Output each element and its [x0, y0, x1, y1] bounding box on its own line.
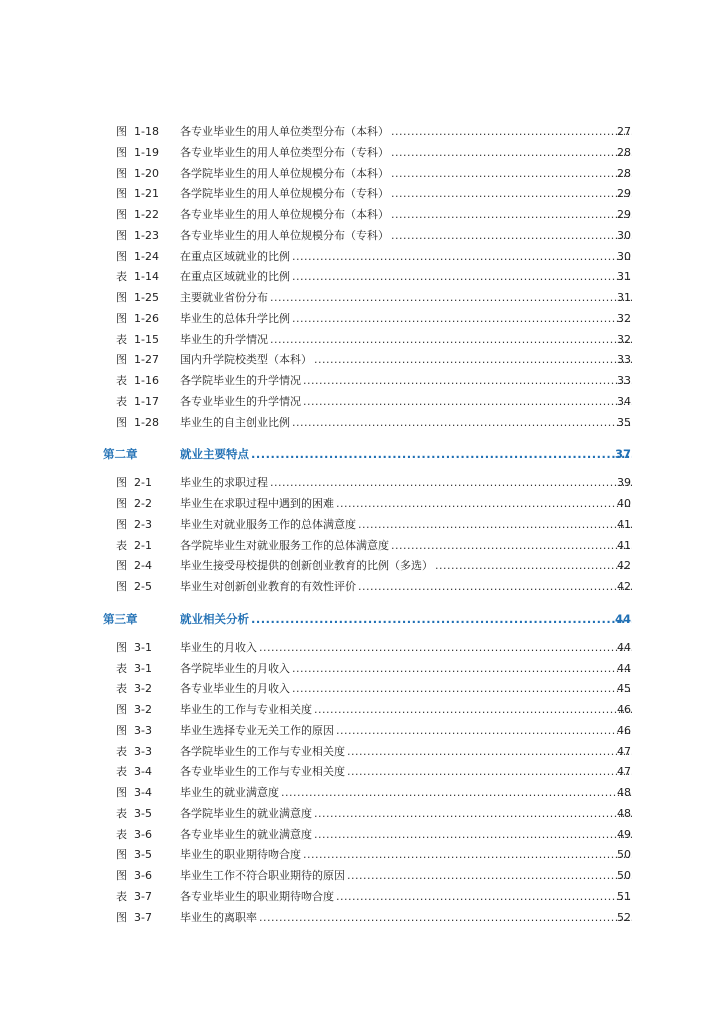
entry-title: 各学院毕业生的用人单位规模分布（专科）: [180, 187, 389, 201]
dot-leader: [270, 473, 632, 494]
chapter-heading[interactable]: [0, 608, 724, 630]
entry-title: 各专业毕业生的用人单位类型分布（本科）: [180, 125, 389, 138]
entry-kind: 图: [116, 228, 127, 242]
entry-title: 毕业生的求职过程: [180, 476, 268, 490]
entry-page-number: 32: [617, 311, 631, 325]
entry-kind: 图: [116, 208, 127, 221]
entry-title: 各专业毕业生的升学情况: [180, 394, 301, 408]
table-of-contents: [0, 122, 724, 928]
entry-kind: 表: [116, 744, 127, 758]
toc-entry[interactable]: [0, 494, 724, 515]
chapter-title: 就业相关分析: [180, 611, 249, 626]
entry-number: 3-3: [134, 723, 152, 737]
dot-leader: [336, 887, 632, 908]
entry-kind: 表: [116, 806, 127, 820]
chapter-heading[interactable]: [0, 443, 724, 465]
entry-leader: [180, 577, 632, 598]
entry-title: 各专业毕业生的用人单位类型分布（专科）: [180, 145, 389, 159]
toc-entry[interactable]: [0, 247, 724, 268]
toc-entry[interactable]: [0, 413, 724, 434]
toc-entry[interactable]: [0, 721, 724, 742]
entry-page-number: 31: [617, 270, 631, 284]
toc-entry[interactable]: [0, 267, 724, 288]
entry-leader: [180, 371, 632, 392]
entry-number: 1-20: [134, 166, 159, 180]
dot-leader: [292, 267, 632, 288]
entry-leader: [180, 825, 632, 846]
toc-entry[interactable]: [0, 908, 724, 929]
entry-page-number: 30: [617, 228, 631, 242]
entry-kind: 表: [116, 661, 127, 675]
dot-leader: [358, 515, 632, 536]
entry-leader: [180, 288, 632, 309]
dot-leader: [259, 638, 632, 659]
entry-title: 各学院毕业生对就业服务工作的总体满意度: [180, 538, 389, 552]
entry-page-number: 29: [617, 208, 631, 221]
entry-number: 2-4: [134, 559, 152, 573]
toc-entry[interactable]: [0, 164, 724, 185]
entry-title: 国内升学院校类型（本科）: [180, 353, 312, 367]
entry-page-number: 30: [617, 249, 631, 263]
toc-entry[interactable]: [0, 122, 724, 143]
entry-page-number: 32: [617, 332, 631, 346]
entry-page-number: 41: [617, 538, 631, 552]
entry-kind: 表: [116, 682, 127, 696]
dot-leader: [391, 122, 632, 143]
entry-leader: [180, 804, 632, 825]
dot-leader: [292, 679, 632, 700]
entry-number: 2-1: [134, 538, 152, 552]
toc-entry[interactable]: [0, 825, 724, 846]
dot-leader: [270, 330, 632, 351]
toc-entry[interactable]: [0, 700, 724, 721]
entry-kind: 表: [116, 270, 127, 284]
chapter-leader: [180, 443, 632, 465]
entry-number: 1-18: [134, 125, 159, 138]
toc-entry[interactable]: [0, 473, 724, 494]
entry-leader: [180, 267, 632, 288]
toc-entry[interactable]: [0, 184, 724, 205]
entry-number: 3-4: [134, 765, 152, 779]
toc-entry[interactable]: [0, 556, 724, 577]
entry-leader: [180, 638, 632, 659]
entry-page-number: 29: [617, 187, 631, 201]
toc-entry[interactable]: [0, 205, 724, 226]
dot-leader: [303, 845, 632, 866]
entry-number: 3-5: [134, 806, 152, 820]
entry-title: 毕业生工作不符合职业期待的原因: [180, 869, 345, 882]
entry-number: 1-22: [134, 208, 159, 221]
entry-kind: 图: [116, 415, 127, 429]
entry-number: 3-7: [134, 910, 152, 924]
dot-leader: [303, 371, 632, 392]
dot-leader: [270, 288, 632, 309]
entry-title: 毕业生的自主创业比例: [180, 415, 290, 429]
entry-kind: 图: [116, 353, 127, 367]
toc-entry[interactable]: [0, 330, 724, 351]
entry-page-number: 49: [617, 827, 631, 841]
dot-leader: [259, 908, 632, 929]
dot-leader: [347, 742, 632, 763]
dot-leader: [391, 143, 632, 164]
entry-page-number: 44: [617, 661, 631, 675]
dot-leader: [251, 443, 632, 465]
entry-kind: 图: [116, 580, 127, 593]
entry-number: 1-14: [134, 270, 159, 284]
entry-number: 3-2: [134, 682, 152, 696]
entry-title: 在重点区域就业的比例: [180, 249, 290, 263]
entry-number: 1-16: [134, 374, 159, 387]
toc-entry[interactable]: [0, 679, 724, 700]
entry-kind: 图: [116, 476, 127, 490]
dot-leader: [391, 205, 632, 226]
entry-number: 1-26: [134, 311, 159, 325]
entry-leader: [180, 908, 632, 929]
dot-leader: [347, 866, 632, 887]
entry-number: 3-3: [134, 744, 152, 758]
entry-page-number: 27: [617, 125, 631, 138]
entry-kind: 表: [116, 827, 127, 841]
dot-leader: [391, 226, 632, 247]
entry-kind: 表: [116, 374, 127, 387]
dot-leader: [435, 556, 632, 577]
entry-title: 毕业生的职业期待吻合度: [180, 848, 301, 862]
entry-title: 各学院毕业生的月收入: [180, 661, 290, 675]
entry-title: 各学院毕业生的工作与专业相关度: [180, 744, 345, 758]
entry-kind: 图: [116, 640, 127, 654]
entry-page-number: 52: [617, 910, 631, 924]
toc-entry[interactable]: [0, 783, 724, 804]
entry-title: 在重点区域就业的比例: [180, 270, 290, 284]
entry-title: 毕业生对创新创业教育的有效性评价: [180, 580, 356, 593]
entry-kind: 图: [116, 187, 127, 201]
entry-number: 1-15: [134, 332, 159, 346]
dot-leader: [314, 825, 632, 846]
entry-title: 主要就业省份分布: [180, 291, 268, 304]
entry-title: 各专业毕业生的月收入: [180, 682, 290, 696]
entry-page-number: 28: [617, 166, 631, 180]
entry-page-number: 39: [617, 476, 631, 490]
toc-entry[interactable]: [0, 288, 724, 309]
entry-page-number: 35: [617, 415, 631, 429]
entry-kind: 图: [116, 291, 127, 304]
entry-page-number: 42: [617, 559, 631, 573]
entry-title: 各专业毕业生的职业期待吻合度: [180, 889, 334, 903]
entry-number: 1-28: [134, 415, 159, 429]
entry-kind: 图: [116, 869, 127, 882]
entry-title: 各学院毕业生的升学情况: [180, 374, 301, 387]
entry-title: 毕业生选择专业无关工作的原因: [180, 723, 334, 737]
entry-page-number: 44: [617, 640, 631, 654]
entry-page-number: 50: [617, 848, 631, 862]
entry-number: 2-2: [134, 497, 152, 510]
entry-leader: [180, 473, 632, 494]
entry-page-number: 42: [617, 580, 631, 593]
dot-leader: [336, 494, 632, 515]
entry-number: 3-1: [134, 661, 152, 675]
entry-kind: 图: [116, 497, 127, 510]
chapter-page-number: 44: [614, 611, 631, 626]
entry-title: 毕业生的月收入: [180, 640, 257, 654]
entry-leader: [180, 164, 632, 185]
toc-entry[interactable]: [0, 742, 724, 763]
toc-entry[interactable]: [0, 536, 724, 557]
entry-kind: 图: [116, 517, 127, 531]
entry-leader: [180, 226, 632, 247]
entry-leader: [180, 413, 632, 434]
toc-entry[interactable]: [0, 515, 724, 536]
entry-kind: 图: [116, 125, 127, 138]
entry-leader: [180, 494, 632, 515]
entry-leader: [180, 887, 632, 908]
entry-kind: 表: [116, 538, 127, 552]
entry-page-number: 31: [617, 291, 631, 304]
entry-title: 毕业生接受母校提供的创新创业教育的比例（多选）: [180, 559, 433, 573]
entry-page-number: 50: [617, 869, 631, 882]
entry-number: 1-21: [134, 187, 159, 201]
entry-leader: [180, 556, 632, 577]
entry-kind: 图: [116, 166, 127, 180]
entry-kind: 表: [116, 394, 127, 408]
dot-leader: [391, 184, 632, 205]
entry-leader: [180, 330, 632, 351]
entry-kind: 图: [116, 848, 127, 862]
entry-leader: [180, 205, 632, 226]
entry-kind: 表: [116, 332, 127, 346]
entry-title: 毕业生的总体升学比例: [180, 311, 290, 325]
entry-kind: 图: [116, 910, 127, 924]
entry-number: 3-1: [134, 640, 152, 654]
dot-leader: [281, 783, 632, 804]
dot-leader: [391, 164, 632, 185]
chapter-page-number: 37: [614, 447, 631, 462]
entry-page-number: 34: [617, 394, 631, 408]
entry-page-number: 45: [617, 682, 631, 696]
entry-page-number: 33: [617, 353, 631, 367]
entry-leader: [180, 122, 632, 143]
entry-kind: 图: [116, 703, 127, 716]
toc-entry[interactable]: [0, 638, 724, 659]
entry-leader: [180, 392, 632, 413]
toc-entry[interactable]: [0, 143, 724, 164]
entry-number: 1-17: [134, 394, 159, 408]
dot-leader: [303, 392, 632, 413]
dot-leader: [314, 804, 632, 825]
entry-number: 1-23: [134, 228, 159, 242]
entry-page-number: 41: [617, 517, 631, 531]
entry-page-number: 33: [617, 374, 631, 387]
entry-kind: 表: [116, 889, 127, 903]
entry-title: 各学院毕业生的用人单位规模分布（本科）: [180, 166, 389, 180]
entry-page-number: 48: [617, 786, 631, 799]
entry-leader: [180, 143, 632, 164]
entry-leader: [180, 762, 632, 783]
toc-entry[interactable]: [0, 845, 724, 866]
entry-kind: 图: [116, 145, 127, 159]
dot-leader: [358, 577, 632, 598]
toc-entry[interactable]: [0, 392, 724, 413]
chapter-number: 第二章: [103, 447, 138, 462]
dot-leader: [292, 659, 632, 680]
dot-leader: [292, 413, 632, 434]
dot-leader: [292, 247, 632, 268]
toc-entry[interactable]: [0, 577, 724, 598]
entry-number: 3-6: [134, 869, 152, 882]
entry-leader: [180, 721, 632, 742]
entry-kind: 表: [116, 765, 127, 779]
entry-number: 3-2: [134, 703, 152, 716]
dot-leader: [336, 721, 632, 742]
entry-leader: [180, 700, 632, 721]
entry-page-number: 48: [617, 806, 631, 820]
entry-page-number: 47: [617, 765, 631, 779]
entry-title: 各专业毕业生的就业满意度: [180, 827, 312, 841]
entry-title: 毕业生的离职率: [180, 910, 257, 924]
entry-title: 各学院毕业生的就业满意度: [180, 806, 312, 820]
entry-page-number: 46: [617, 703, 631, 716]
entry-number: 2-1: [134, 476, 152, 490]
entry-title: 毕业生的就业满意度: [180, 786, 279, 799]
entry-leader: [180, 350, 632, 371]
entry-number: 1-25: [134, 291, 159, 304]
entry-number: 3-6: [134, 827, 152, 841]
entry-number: 1-27: [134, 353, 159, 367]
entry-title: 各专业毕业生的用人单位规模分布（本科）: [180, 208, 389, 221]
entry-leader: [180, 679, 632, 700]
entry-kind: 图: [116, 786, 127, 799]
dot-leader: [391, 536, 632, 557]
entry-title: 毕业生对就业服务工作的总体满意度: [180, 517, 356, 531]
entry-number: 3-4: [134, 786, 152, 799]
toc-entry[interactable]: [0, 762, 724, 783]
toc-entry[interactable]: [0, 309, 724, 330]
entry-page-number: 47: [617, 744, 631, 758]
entry-number: 3-5: [134, 848, 152, 862]
dot-leader: [314, 350, 632, 371]
entry-kind: 图: [116, 559, 127, 573]
toc-entry[interactable]: [0, 371, 724, 392]
entry-number: 2-3: [134, 517, 152, 531]
toc-entry[interactable]: [0, 804, 724, 825]
entry-number: 3-7: [134, 889, 152, 903]
entry-number: 1-24: [134, 249, 159, 263]
entry-leader: [180, 783, 632, 804]
entry-leader: [180, 247, 632, 268]
dot-leader: [347, 762, 632, 783]
entry-leader: [180, 659, 632, 680]
entry-page-number: 51: [617, 889, 631, 903]
entry-leader: [180, 742, 632, 763]
entry-leader: [180, 515, 632, 536]
entry-leader: [180, 866, 632, 887]
entry-title: 毕业生在求职过程中遇到的困难: [180, 497, 334, 510]
entry-kind: 图: [116, 723, 127, 737]
entry-page-number: 46: [617, 723, 631, 737]
entry-page-number: 28: [617, 145, 631, 159]
entry-title: 毕业生的工作与专业相关度: [180, 703, 312, 716]
toc-entry[interactable]: [0, 350, 724, 371]
chapter-number: 第三章: [103, 611, 138, 626]
entry-leader: [180, 845, 632, 866]
chapter-title: 就业主要特点: [180, 447, 249, 462]
entry-kind: 图: [116, 249, 127, 263]
dot-leader: [251, 608, 632, 630]
dot-leader: [292, 309, 632, 330]
toc-entry[interactable]: [0, 866, 724, 887]
entry-kind: 图: [116, 311, 127, 325]
toc-entry[interactable]: [0, 887, 724, 908]
entry-title: 毕业生的升学情况: [180, 332, 268, 346]
entry-number: 1-19: [134, 145, 159, 159]
toc-entry[interactable]: [0, 226, 724, 247]
chapter-leader: [180, 608, 632, 630]
entry-number: 2-5: [134, 580, 152, 593]
toc-entry[interactable]: [0, 659, 724, 680]
entry-leader: [180, 536, 632, 557]
dot-leader: [314, 700, 632, 721]
entry-leader: [180, 184, 632, 205]
entry-page-number: 40: [617, 497, 631, 510]
entry-title: 各专业毕业生的用人单位规模分布（专科）: [180, 228, 389, 242]
entry-leader: [180, 309, 632, 330]
entry-title: 各专业毕业生的工作与专业相关度: [180, 765, 345, 779]
